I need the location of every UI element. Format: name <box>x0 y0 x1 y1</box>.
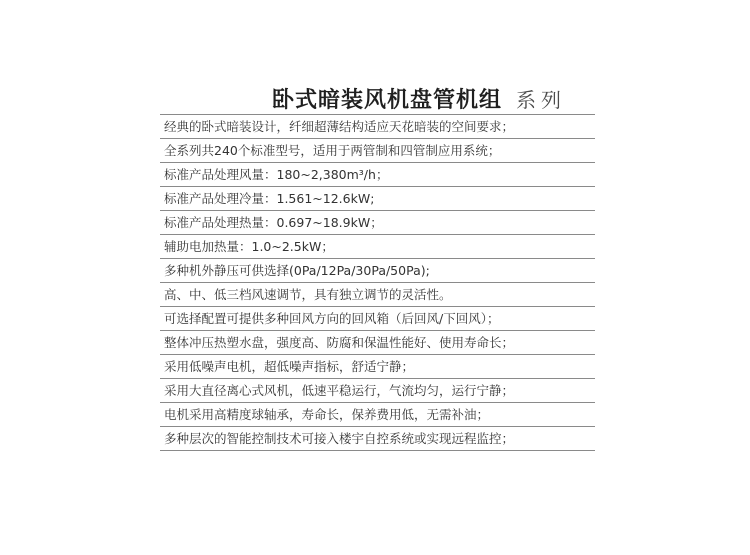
spec-row: 标准产品处理风量：180~2,380m³/h； <box>160 163 595 187</box>
spec-row: 采用低噪声电机，超低噪声指标，舒适宁静； <box>160 355 595 379</box>
page-title <box>272 83 566 117</box>
spec-row: 标准产品处理热量：0.697~18.9kW； <box>160 211 595 235</box>
title-main: 卧式暗装风机盘管机组 <box>272 88 503 113</box>
spec-row: 全系列共240个标准型号，适用于两管制和四管制应用系统； <box>160 139 595 163</box>
spec-row: 标准产品处理冷量：1.561~12.6kW; <box>160 187 595 211</box>
title-suffix: 系列 <box>516 88 567 112</box>
spec-row: 可选择配置可提供多种回风方向的回风箱（后回风/下回风）； <box>160 307 595 331</box>
spec-list <box>160 115 595 451</box>
spec-row: 采用大直径离心式风机，低速平稳运行，气流均匀，运行宁静； <box>160 379 595 403</box>
spec-row: 辅助电加热量：1.0~2.5kW； <box>160 235 595 259</box>
spec-row: 电机采用高精度球轴承，寿命长，保养费用低，无需补油； <box>160 403 595 427</box>
spec-row: 多种层次的智能控制技术可接入楼宇自控系统或实现远程监控； <box>160 427 595 451</box>
spec-row: 经典的卧式暗装设计，纤细超薄结构适应天花暗装的空间要求； <box>160 115 595 139</box>
spec-row: 整体冲压热塑水盘，强度高、防腐和保温性能好、使用寿命长； <box>160 331 595 355</box>
spec-row: 多种机外静压可供选择(0Pa/12Pa/30Pa/50Pa); <box>160 259 595 283</box>
spec-row: 高、中、低三档风速调节，具有独立调节的灵活性。 <box>160 283 595 307</box>
